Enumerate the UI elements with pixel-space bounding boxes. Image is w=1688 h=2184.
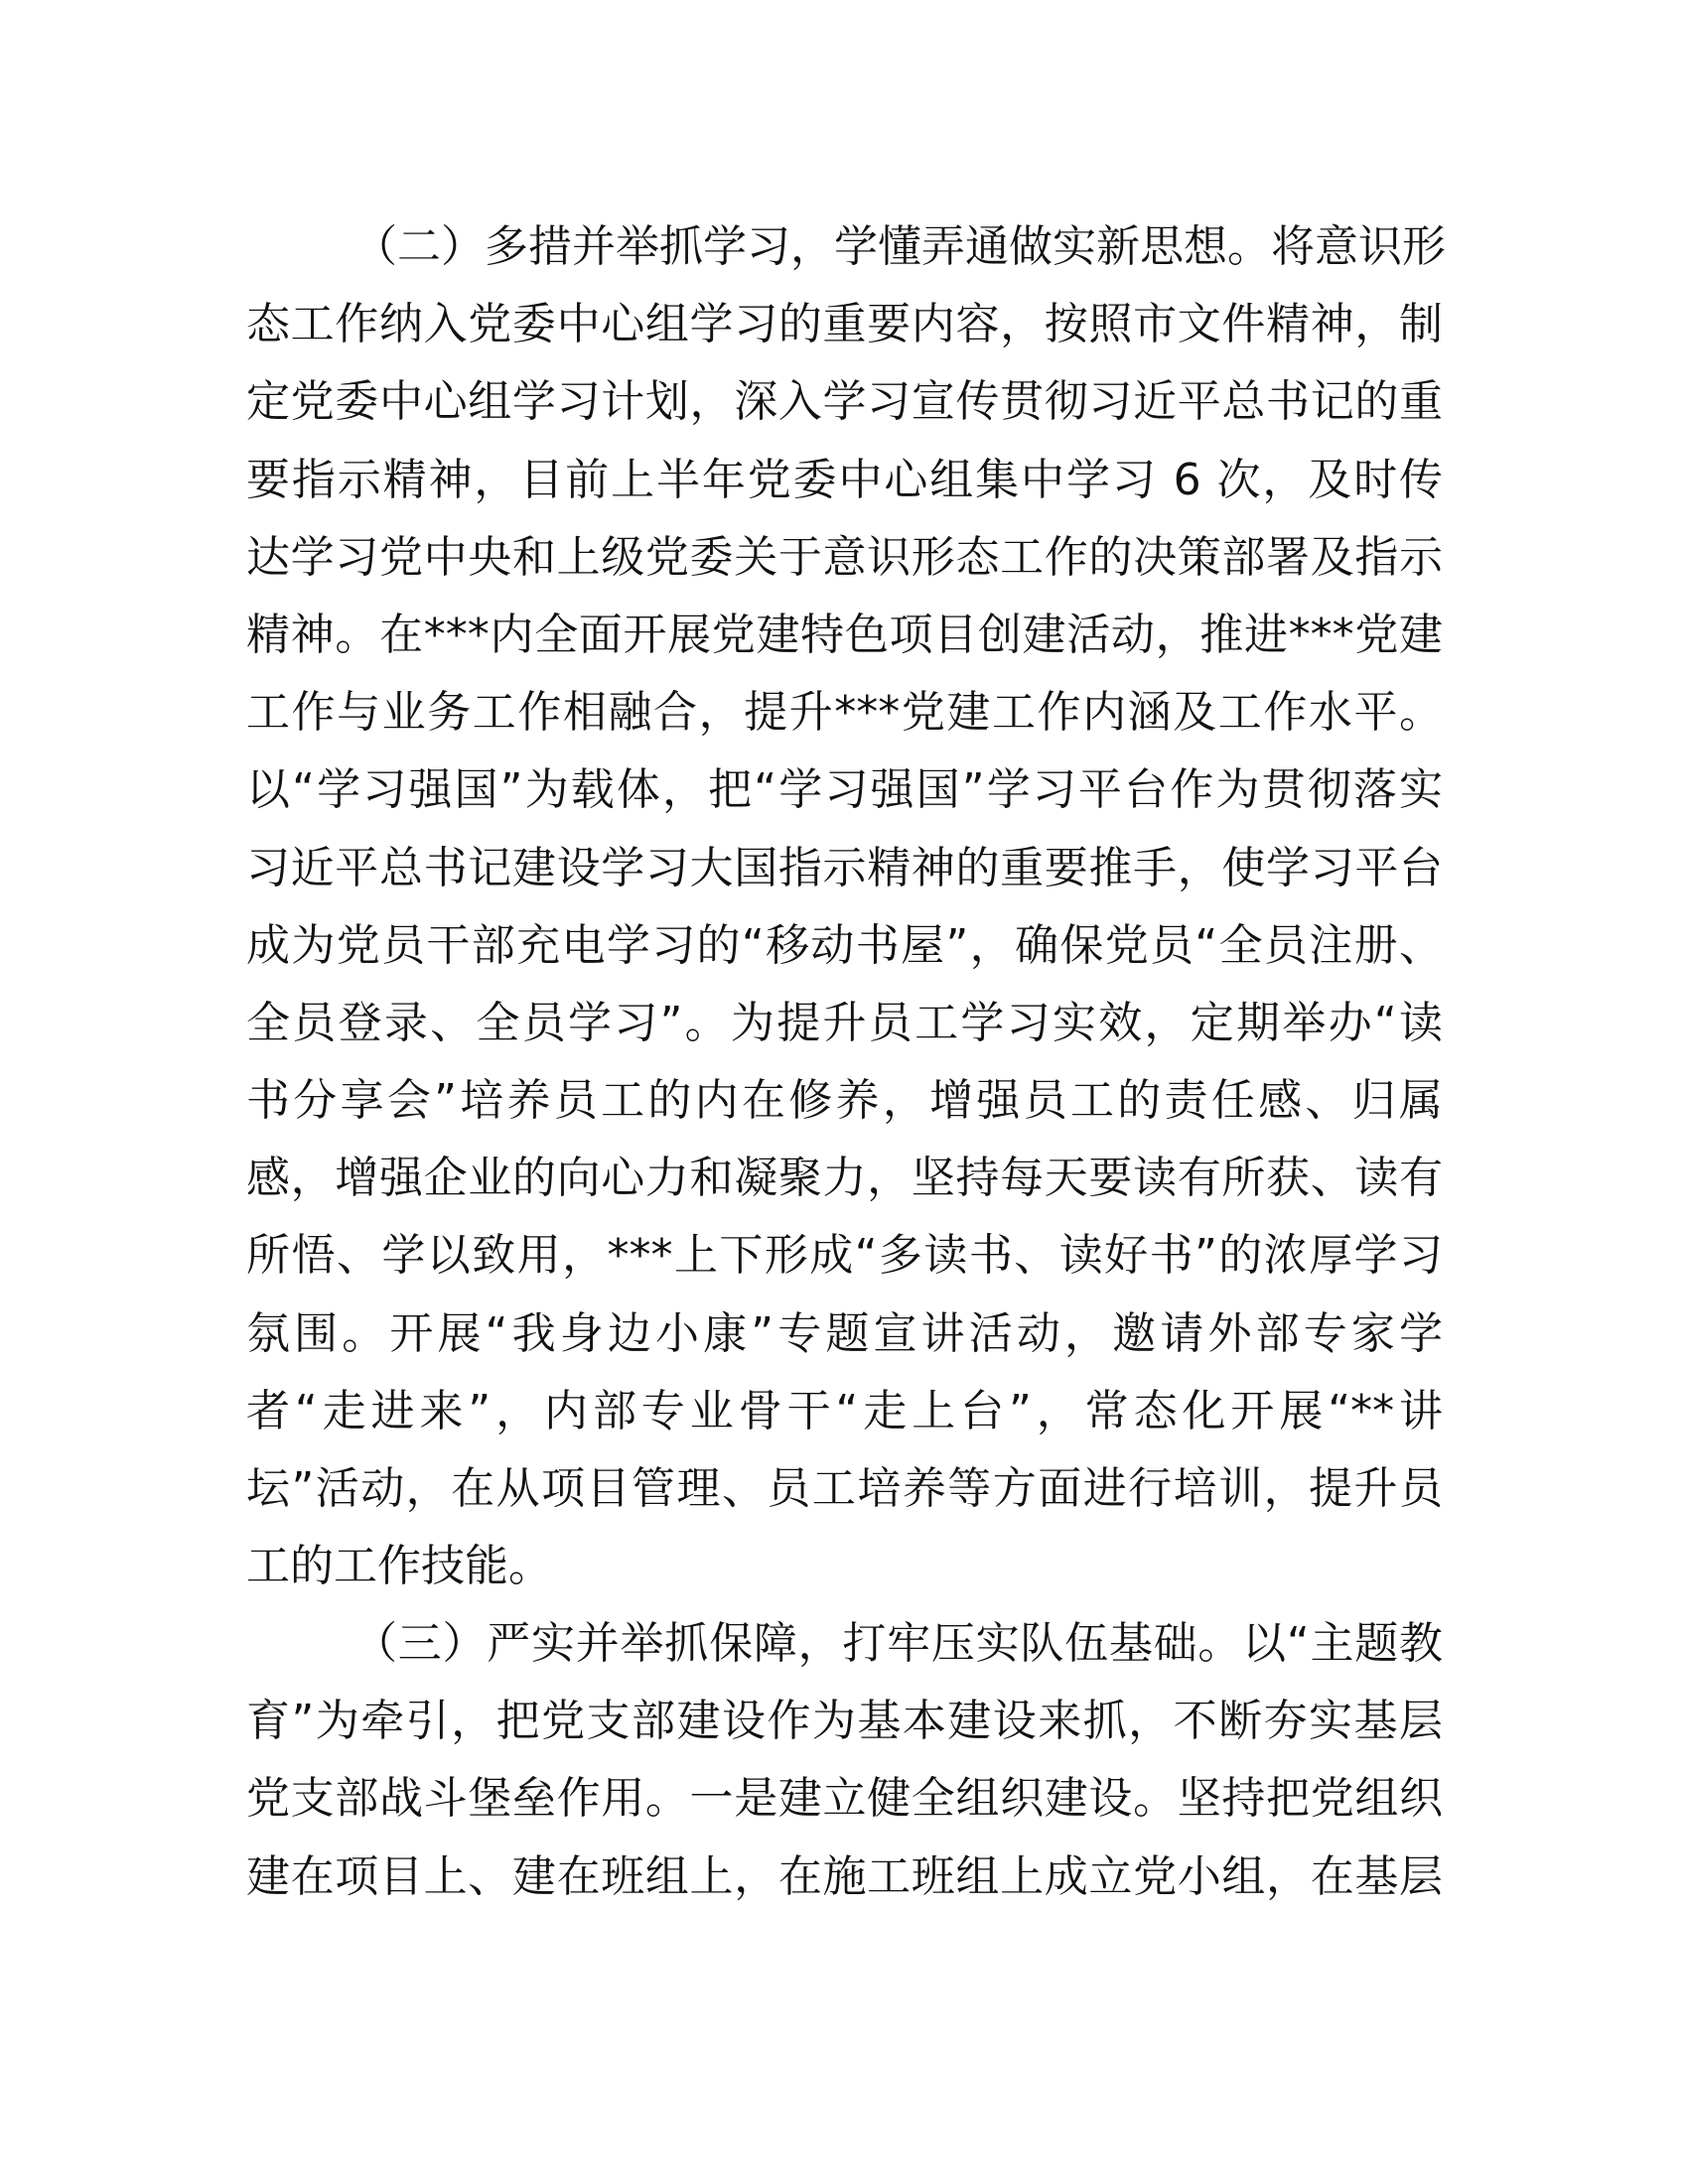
paragraph-line: 成为党员干部充电学习的“移动书屋”，确保党员“全员注册、	[246, 919, 1443, 971]
paragraph-line: 育”为牵引，把党支部建设作为基本建设来抓，不断夯实基层	[246, 1696, 1443, 1747]
paragraph-line: 习近平总书记建设学习大国指示精神的重要推手，使学习平台	[246, 842, 1443, 893]
paragraph-line: 以“学习强国”为载体，把“学习强国”学习平台作为贯彻落实	[246, 764, 1443, 816]
paragraph-line: （三）严实并举抓保障，打牢压实队伍基础。以“主题教	[353, 1618, 1443, 1669]
paragraph-line: 者“走进来”，内部专业骨干“走上台”，常态化开展“**讲	[246, 1385, 1443, 1436]
paragraph-line: 全员登录、全员学习”。为提升员工学习实效，定期举办“读	[246, 997, 1443, 1048]
paragraph-line: 态工作纳入党委中心组学习的重要内容，按照市文件精神，制	[246, 299, 1443, 350]
paragraph-line: 定党委中心组学习计划，深入学习宣传贯彻习近平总书记的重	[246, 376, 1443, 428]
paragraph-line: 工的工作技能。	[246, 1541, 552, 1592]
paragraph-line: 要指示精神，目前上半年党委中心组集中学习 6 次，及时传	[246, 454, 1443, 505]
paragraph-line: 建在项目上、建在班组上，在施工班组上成立党小组，在基层	[246, 1850, 1443, 1902]
paragraph-line: 工作与业务工作相融合，提升***党建工作内涵及工作水平。	[246, 687, 1443, 739]
paragraph-support	[246, 1605, 1443, 1916]
paragraph-line: （二）多措并举抓学习，学懂弄通做实新思想。将意识形	[353, 221, 1446, 272]
paragraph-line: 书分享会”培养员工的内在修养，增强员工的责任感、归属	[246, 1075, 1443, 1127]
paragraph-line: 感，增强企业的向心力和凝聚力，坚持每天要读有所获、读有	[246, 1153, 1443, 1204]
paragraph-line: 坛”活动，在从项目管理、员工培养等方面进行培训，提升员	[246, 1463, 1443, 1514]
paragraph-line: 达学习党中央和上级党委关于意识形态工作的决策部署及指示	[246, 531, 1443, 583]
paragraph-line: 氛围。开展“我身边小康”专题宣讲活动，邀请外部专家学	[246, 1307, 1443, 1359]
paragraph-learning	[246, 208, 1446, 1605]
paragraph-line: 精神。在***内全面开展党建特色项目创建活动，推进***党建	[246, 609, 1443, 660]
paragraph-line: 党支部战斗堡垒作用。一是建立健全组织建设。坚持把党组织	[246, 1773, 1443, 1825]
paragraph-line: 所悟、学以致用，***上下形成“多读书、读好书”的浓厚学习	[246, 1230, 1443, 1282]
